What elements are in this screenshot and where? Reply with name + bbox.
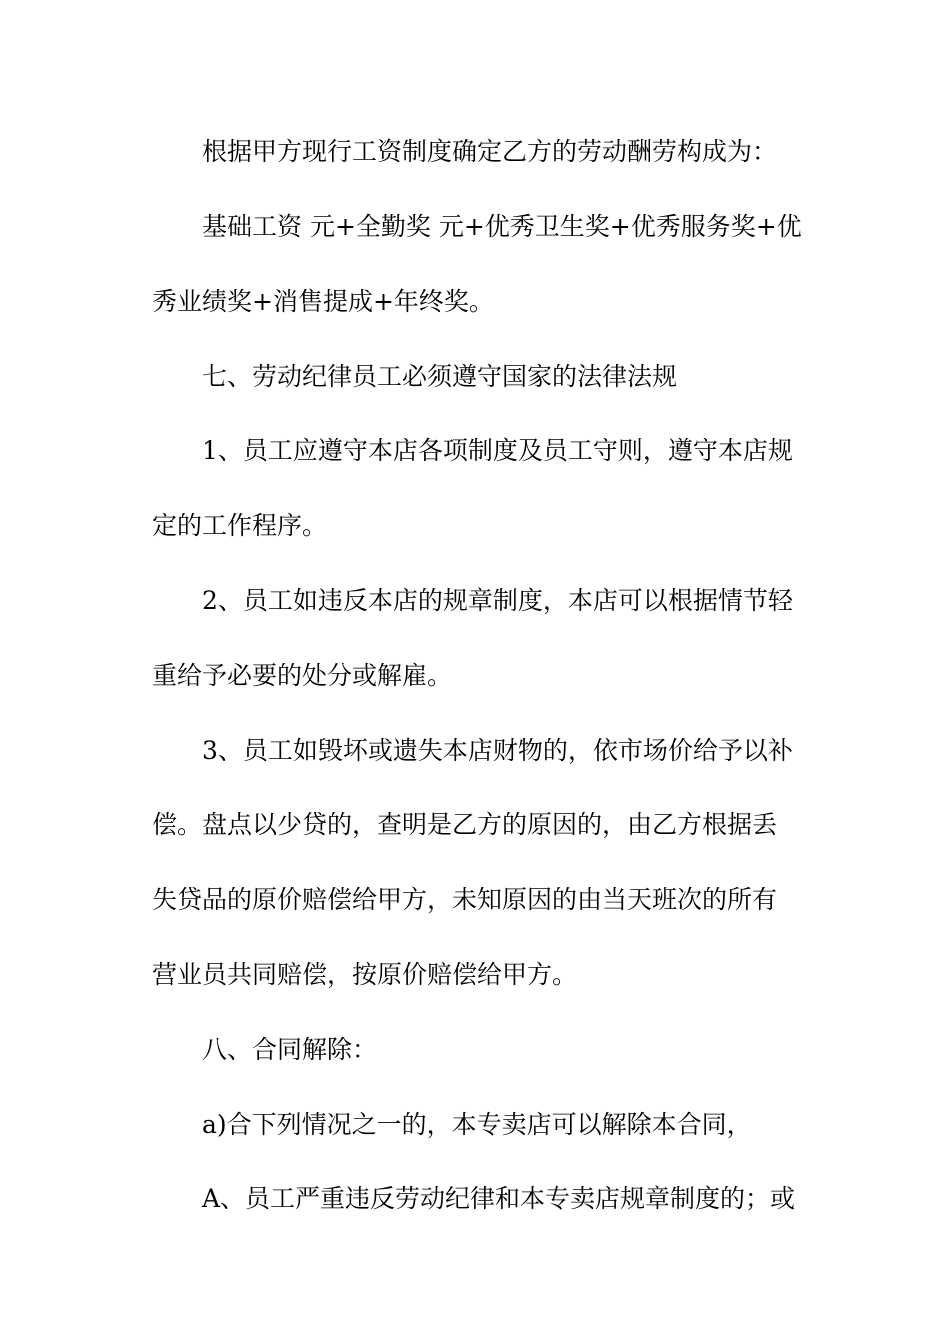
paragraph-line: A、员工严重违反劳动纪律和本专卖店规章制度的；或	[202, 1184, 796, 1213]
paragraph-line: 3、员工如毁坏或遗失本店财物的，依市场价给予以补	[202, 736, 793, 765]
section-heading: 八、合同解除：	[202, 1035, 378, 1064]
paragraph-line: 2、员工如违反本店的规章制度，本店可以根据情节轻	[202, 586, 793, 615]
paragraph-line: 根据甲方现行工资制度确定乙方的劳动酬劳构成为：	[202, 137, 778, 166]
paragraph-line: 1、员工应遵守本店各项制度及员工守则，遵守本店规	[202, 436, 793, 465]
paragraph-line: 定的工作程序。	[152, 511, 328, 540]
paragraph-line: 失贷品的原价赔偿给甲方，未知原因的由当天班次的所有	[152, 885, 778, 914]
paragraph-line: 营业员共同赔偿，按原价赔偿给甲方。	[152, 960, 578, 989]
paragraph-line: 重给予必要的处分或解雇。	[152, 661, 453, 690]
paragraph-line: a)合下列情况之一的，本专卖店可以解除本合同，	[202, 1110, 752, 1139]
section-heading: 七、劳动纪律员工必须遵守国家的法律法规	[202, 362, 678, 391]
paragraph-line: 秀业绩奖+消售提成+年终奖。	[152, 287, 494, 316]
paragraph-line: 基础工资 元+全勤奖 元+优秀卫生奖+优秀服务奖+优	[202, 212, 802, 241]
paragraph-line: 偿。盘点以少贷的，查明是乙方的原因的，由乙方根据丢	[152, 810, 778, 839]
